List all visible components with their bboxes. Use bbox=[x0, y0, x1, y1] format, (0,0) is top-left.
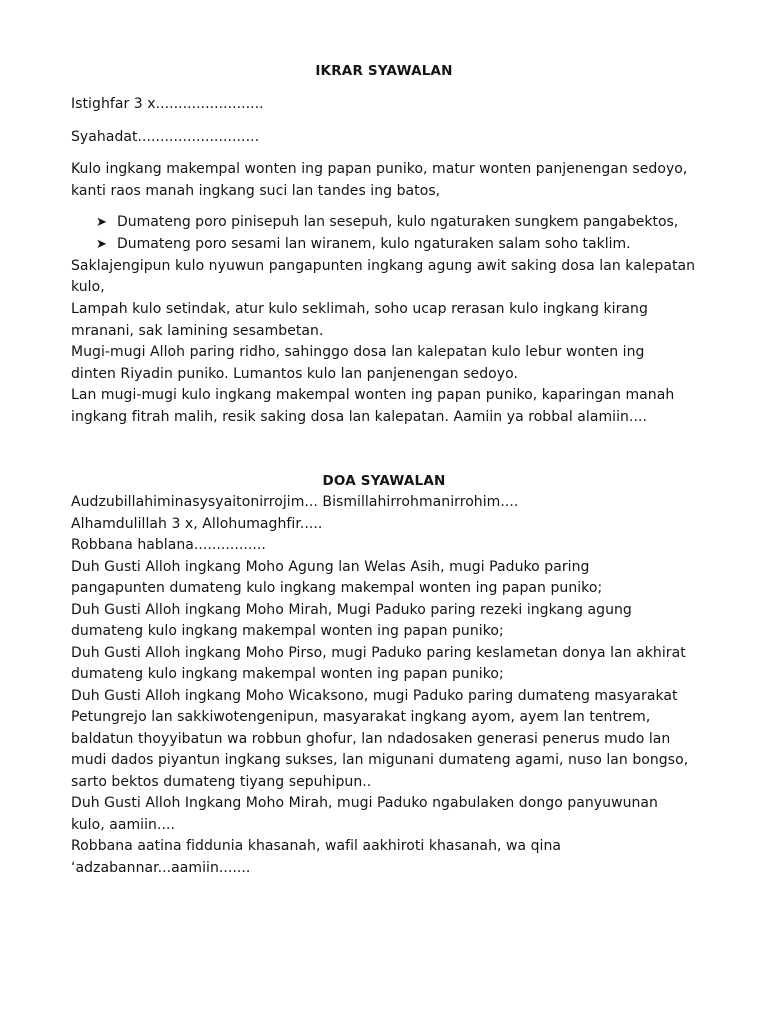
doa-line: ‘adzabannar...aamiin....... bbox=[71, 860, 251, 876]
doa-title: DOA SYAWALAN bbox=[322, 473, 446, 489]
bullet-item bbox=[96, 214, 678, 230]
bullet-text: Dumateng poro sesami lan wiranem, kulo ngaturaken salam soho taklim. bbox=[117, 236, 631, 252]
body-line: Lan mugi-mugi kulo ingkang makempal wonten ing papan puniko, kaparingan manah bbox=[71, 387, 675, 403]
doa-line: Alhamdulillah 3 x, Allohumaghfir..... bbox=[71, 516, 323, 532]
doa-line: Robbana aatina fiddunia khasanah, wafil aakhiroti khasanah, wa qina bbox=[71, 838, 562, 854]
syahadat-line: Syahadat........................... bbox=[71, 129, 260, 145]
arrowhead-bullet-icon: ➤ bbox=[96, 237, 107, 252]
doa-line: sarto bektos dumateng tiyang sepuhipun.. bbox=[71, 774, 372, 790]
body-line: Mugi-mugi Alloh paring ridho, sahinggo dosa lan kalepatan kulo lebur wonten ing bbox=[71, 344, 645, 360]
doa-line: pangapunten dumateng kulo ingkang makempal wonten ing papan puniko; bbox=[71, 580, 603, 596]
istighfar-line: Istighfar 3 x........................ bbox=[71, 96, 264, 112]
doa-line: baldatun thoyyibatun wa robbun ghofur, lan ndadosaken generasi penerus mudo lan bbox=[71, 731, 671, 747]
bullet-text: Dumateng poro pinisepuh lan sesepuh, kulo ngaturaken sungkem pangabektos, bbox=[117, 214, 679, 230]
doa-line: mudi dados piyantun ingkang sukses, lan migunani dumateng agami, nuso lan bongso, bbox=[71, 752, 689, 768]
body-line: dinten Riyadin puniko. Lumantos kulo lan panjenengan sedoyo. bbox=[71, 366, 518, 382]
body-line: ingkang fitrah malih, resik saking dosa lan kalepatan. Aamiin ya robbal alamiin.... bbox=[71, 409, 647, 425]
body-line: Lampah kulo setindak, atur kulo seklimah, soho ucap rerasan kulo ingkang kirang bbox=[71, 301, 648, 317]
doa-line: Duh Gusti Alloh ingkang Moho Agung lan Welas Asih, mugi Paduko paring bbox=[71, 559, 590, 575]
doa-line: Duh Gusti Alloh Ingkang Moho Mirah, mugi Paduko ngabulaken dongo panyuwunan bbox=[71, 795, 658, 811]
doa-line: dumateng kulo ingkang makempal wonten ing papan puniko; bbox=[71, 666, 504, 682]
doa-line: Audzubillahiminasysyaitonirrojim... Bismillahirrohmanirrohim.... bbox=[71, 494, 519, 510]
body-line: mranani, sak lamining sesambetan. bbox=[71, 323, 324, 339]
ikrar-title: IKRAR SYAWALAN bbox=[315, 63, 453, 79]
body-line: Saklajengipun kulo nyuwun pangapunten ingkang agung awit saking dosa lan kalepatan bbox=[71, 258, 696, 274]
intro-line: Kulo ingkang makempal wonten ing papan puniko, matur wonten panjenengan sedoyo, bbox=[71, 161, 688, 177]
body-line: kulo, bbox=[71, 279, 105, 295]
doa-line: Duh Gusti Alloh ingkang Moho Wicaksono, mugi Paduko paring dumateng masyarakat bbox=[71, 688, 678, 704]
doa-line: Duh Gusti Alloh ingkang Moho Mirah, Mugi Paduko paring rezeki ingkang agung bbox=[71, 602, 632, 618]
bullet-item bbox=[96, 236, 631, 252]
doa-line: Robbana hablana................ bbox=[71, 537, 266, 553]
doa-line: kulo, aamiin.... bbox=[71, 817, 175, 833]
doa-line: Duh Gusti Alloh ingkang Moho Pirso, mugi Paduko paring keslametan donya lan akhirat bbox=[71, 645, 686, 661]
arrowhead-bullet-icon: ➤ bbox=[96, 215, 107, 230]
doa-line: Petungrejo lan sakkiwotengenipun, masyarakat ingkang ayom, ayem lan tentrem, bbox=[71, 709, 651, 725]
doa-line: dumateng kulo ingkang makempal wonten ing papan puniko; bbox=[71, 623, 504, 639]
intro-line: kanti raos manah ingkang suci lan tandes ing batos, bbox=[71, 183, 441, 199]
